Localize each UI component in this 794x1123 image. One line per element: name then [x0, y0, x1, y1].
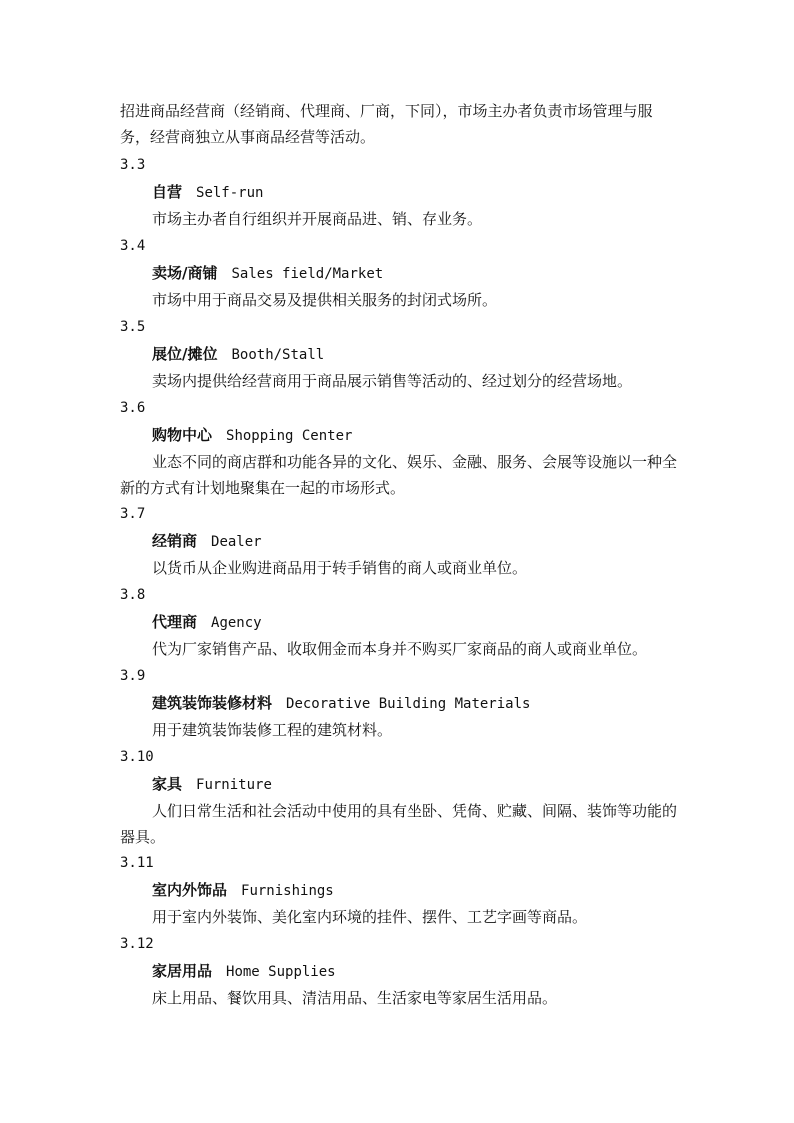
term-chinese: 家居用品	[152, 962, 213, 980]
term-definition: 代为厂家销售产品、收取佣金而本身并不购买厂家商品的商人或商业单位。	[152, 640, 648, 658]
term-english: Furniture	[196, 777, 272, 793]
clause-number: 3.12	[120, 936, 154, 952]
clause-number: 3.10	[120, 749, 154, 765]
term-definition: 卖场内提供给经营商用于商品展示销售等活动的、经过划分的经营场地。	[152, 372, 633, 390]
term-entry-3-4	[120, 233, 680, 314]
term-english: Self-run	[196, 185, 264, 201]
clause-number: 3.7	[120, 506, 146, 522]
clause-number: 3.3	[120, 157, 146, 173]
term-definition: 用于建筑装饰装修工程的建筑材料。	[152, 721, 393, 739]
term-chinese: 建筑装饰装修材料	[152, 694, 273, 712]
term-chinese: 购物中心	[152, 426, 213, 444]
term-english: Decorative Building Materials	[286, 696, 531, 712]
term-english: Booth/Stall	[231, 347, 325, 363]
term-definition: 市场主办者自行组织并开展商品进、销、存业务。	[152, 210, 483, 228]
term-entry-3-7	[120, 501, 680, 582]
clause-number: 3.5	[120, 319, 146, 335]
term-english: Furnishings	[241, 883, 334, 899]
term-heading	[120, 877, 680, 904]
clause-number: 3.11	[120, 855, 154, 871]
term-entry-3-5	[120, 314, 680, 395]
term-chinese: 家具	[152, 775, 183, 793]
term-entry-3-10	[120, 744, 680, 850]
term-heading	[120, 179, 680, 206]
term-heading	[120, 690, 680, 717]
term-definition: 床上用品、餐饮用具、清洁用品、生活家电等家居生活用品。	[152, 989, 558, 1007]
term-chinese: 室内外饰品	[152, 881, 228, 899]
term-heading	[120, 771, 680, 798]
term-chinese: 卖场/商铺	[152, 264, 218, 282]
term-entry-3-9	[120, 663, 680, 744]
term-definition: 用于室内外装饰、美化室内环境的挂件、摆件、工艺字画等商品。	[152, 908, 588, 926]
intro-paragraph: 招进商品经营商（经销商、代理商、厂商，下同），市场主办者负责市场管理与服务，经营商独立从事商品经营等活动。	[120, 102, 653, 146]
term-definition: 业态不同的商店群和功能各异的文化、娱乐、金融、服务、会展等设施以一种全新的方式有计划地聚集在一起的市场形式。	[120, 453, 678, 497]
term-list	[120, 152, 680, 1012]
term-english: Home Supplies	[226, 964, 336, 980]
term-entry-3-6	[120, 395, 680, 501]
term-chinese: 展位/摊位	[152, 345, 218, 363]
term-english: Shopping Center	[226, 428, 353, 444]
term-heading	[120, 609, 680, 636]
term-entry-3-12	[120, 931, 680, 1012]
term-english: Sales field/Market	[231, 266, 384, 282]
term-heading	[120, 422, 680, 449]
clause-number: 3.9	[120, 668, 146, 684]
term-heading	[120, 958, 680, 985]
term-heading	[120, 260, 680, 287]
term-entry-3-8	[120, 582, 680, 663]
term-entry-3-11	[120, 850, 680, 931]
clause-number: 3.4	[120, 238, 146, 254]
term-chinese: 代理商	[152, 613, 198, 631]
term-english: Dealer	[211, 534, 262, 550]
clause-number: 3.8	[120, 587, 146, 603]
term-english: Agency	[211, 615, 262, 631]
term-chinese: 自营	[152, 183, 183, 201]
term-heading	[120, 341, 680, 368]
clause-number: 3.6	[120, 400, 146, 416]
term-definition: 市场中用于商品交易及提供相关服务的封闭式场所。	[152, 291, 498, 309]
term-entry-3-3	[120, 152, 680, 233]
term-chinese: 经销商	[152, 532, 198, 550]
term-definition: 以货币从企业购进商品用于转手销售的商人或商业单位。	[152, 559, 528, 577]
term-definition: 人们日常生活和社会活动中使用的具有坐卧、凭倚、贮藏、间隔、装饰等功能的器具。	[120, 802, 678, 846]
term-heading	[120, 528, 680, 555]
